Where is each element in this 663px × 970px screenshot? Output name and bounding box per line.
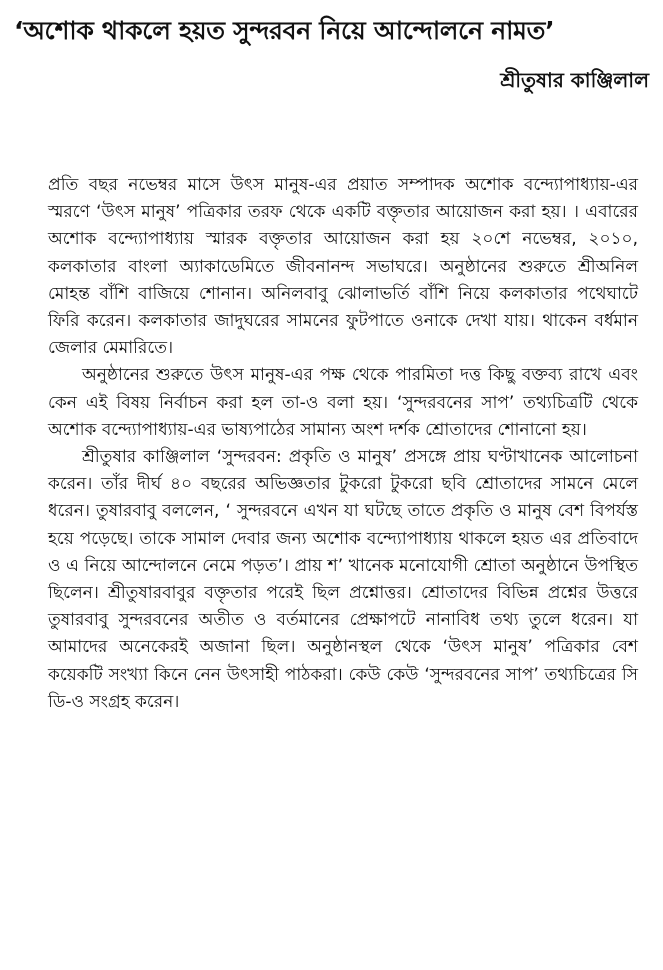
paragraph-3: শ্রীতুষার কাঞ্জিলাল ‘সুন্দরবন: প্রকৃতি ও মানুষ’ প্রসঙ্গে প্রায় ঘণ্টাখানেক আলোচনা করেন। তাঁর দীর্ঘ ৪০ বছরের অভিজ্ঞতার টুকরো টুকরো ছবি শ্রোতাদের সামনে মেলে ধরেন। তুষারবাবু বললেন, ‘ সুন্দরবনে এখন যা ঘটছে তাতে প্রকৃতি ও মানুষ বেশ বিপর্যস্ত হয়ে পড়েছে। তাকে সামাল দেবার জন্য অশোক বন্দ্যোপাধ্যায় থাকলে হয়ত এর প্রতিবাদে ও এ নিয়ে আন্দোলনে নেমে পড়ত’। প্রায় শ’ খানেক মনোযোগী শ্রোতা অনুষ্ঠানে উপস্থিত ছিলেন। শ্রীতুষারবাবুর বক্তৃতার পরেই ছিল প্রশ্নোত্তর। শ্রোতাদের বিভিন্ন প্রশ্নের উত্তরে তুষারবাবু সুন্দরবনের অতীত ও বর্তমানের প্রেক্ষাপটে নানাবিধ তথ্য তুলে ধরেন। যা আমাদের অনেকেরই অজানা ছিল। অনুষ্ঠানস্থল থেকে ‘উৎস মানুষ’ পত্রিকার বেশ কয়েকটি সংখ্যা কিনে নেন উৎসাহী পাঠকরা। কেউ কেউ ‘সুন্দরবনের সাপ’ তথ্যচিত্রের সি ডি-ও সংগ্রহ করেন। <box>48 447 638 712</box>
article-body <box>48 172 638 716</box>
paragraph-2: অনুষ্ঠানের শুরুতে উৎস মানুষ-এর পক্ষ থেকে পারমিতা দত্ত কিছু বক্তব্য রাখে এবং কেন এই বিষয় নির্বাচন করা হল তা-ও বলা হয়। ‘সুন্দরবনের সাপ’ তথ্যচিত্রটি থেকে অশোক বন্দ্যোপাধ্যায়-এর ভাষ্যপাঠের সামান্য অংশ দর্শক শ্রোতাদের শোনানো হয়। <box>48 365 638 440</box>
paragraph-1: প্রতি বছর নভেম্বর মাসে উৎস মানুষ-এর প্রয়াত সম্পাদক অশোক বন্দ্যোপাধ্যায়-এর স্মরণে ‘উৎস মানুষ’ পত্রিকার তরফ থেকে একটি বক্তৃতার আয়োজন করা হয়। । এবারের অশোক বন্দ্যোপাধ্যায় স্মারক বক্তৃতার আয়োজন করা হয় ২০শে নভেম্বর, ২০১০, কলকাতার বাংলা অ্যাকাডেমিতে জীবনানন্দ সভাঘরে। অনুষ্ঠানের শুরুতে শ্রীঅনিল মোহন্ত বাঁশি বাজিয়ে শোনান। অনিলবাবু ঝোলাভর্তি বাঁশি নিয়ে কলকাতার পথেঘাটে ফিরি করেন। কলকাতার জাদুঘরের সামনের ফুটপাতে ওনাকে দেখা যায়। থাকেন বর্ধমান জেলার মেমারিতে। <box>48 175 638 359</box>
article-author: শ্রীতুষার কাঞ্জিলাল <box>500 68 649 92</box>
article-title: ‘অশোক থাকলে হয়ত সুন্দরবন নিয়ে আন্দোলনে নামত’ <box>14 16 555 45</box>
